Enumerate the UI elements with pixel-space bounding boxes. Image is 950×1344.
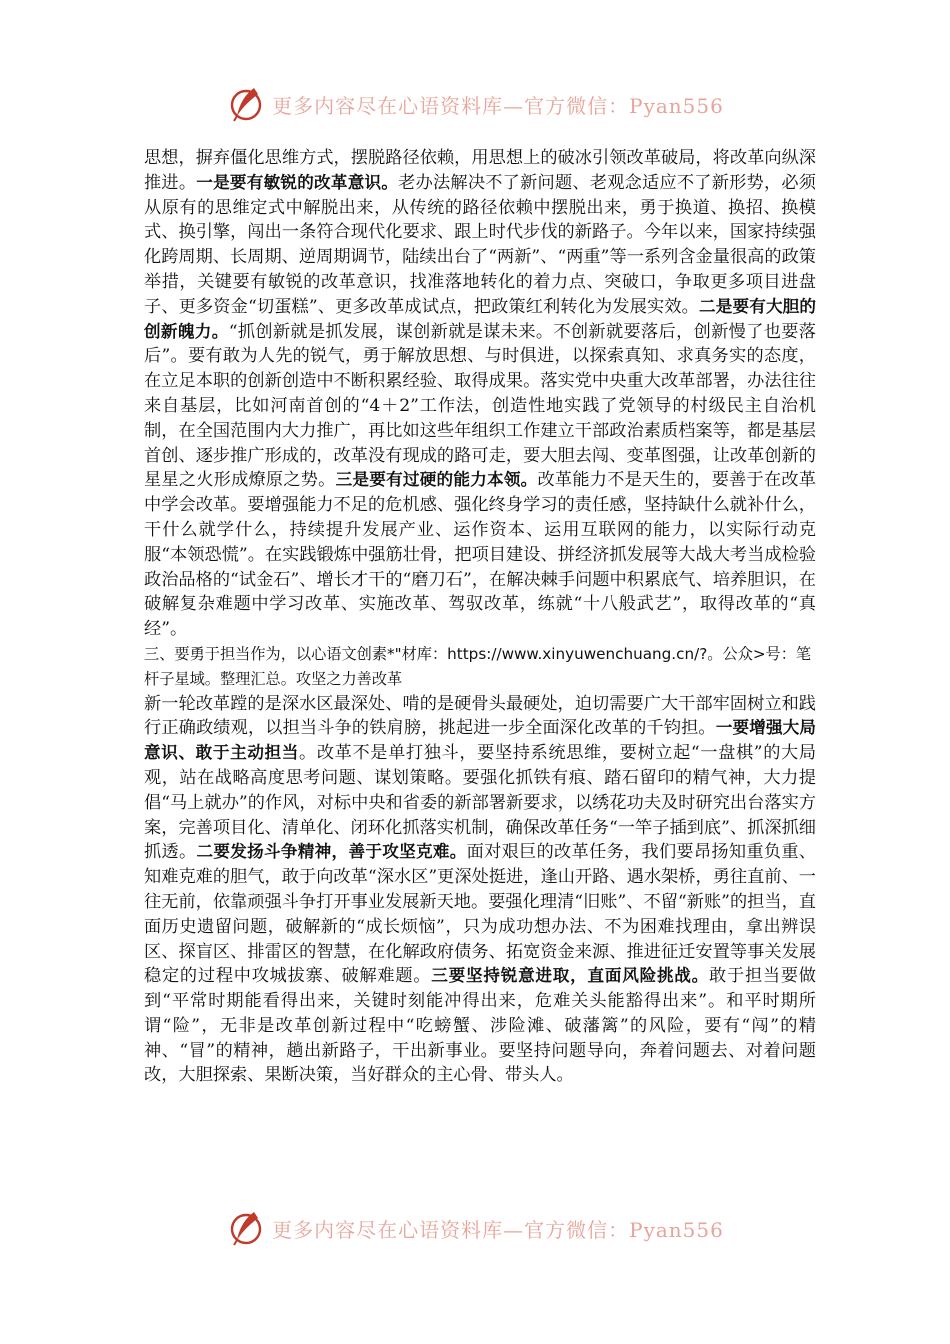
watermark-text: 更多内容尽在心语资料库—官方微信：Pyan556 [272,93,724,118]
feather-quill-circle-icon [226,84,266,124]
feather-quill-circle-icon [226,1208,266,1248]
footer-watermark-banner [0,1206,950,1250]
bold-point-3: 三要坚持锐意进取，直面风险挑战。 [431,966,710,986]
bold-point-1: 一要增强大局意识、敢于主动担当 [144,718,817,763]
header-watermark-banner [0,82,950,126]
text-segment: 新一轮改革蹚的是深水区最深处、啃的是硬骨头最硬处，迫切需要广大干部牢固树立和践行正确政绩观，以担当斗争的铁肩膀，挑起进一步全面深化改革的千钧担。 [144,693,816,739]
text-segment: 面对艰巨的改革任务，我们要昂扬知重负重、知难克难的胆气，敢于向改革“深水区”更深处挺进，逢山开路、遇水架桥，勇往直前、一往无前，依靠顽强斗争打开事业发展新天地。要强化理清“旧账”、不留“新账”的担当，直面历史遗留问题，破解新的“成长烦恼”，只为成功想办法、不为困难找理由，拿出辨误区、探盲区、排雷区的智慧，在化解政府债务、拓宽资金来源、推进征迁安置等事关发展稳定的过程中攻城拔寨、破解难题。 [144,842,816,987]
bold-point-1: 一是要有敏锐的改革意识。 [196,172,399,192]
paragraph-responsibility [144,692,816,1089]
bold-point-3: 三是要有过硬的能力本领。 [335,470,538,490]
bold-point-2: 二是要有大胆的创新魄力。 [144,296,817,341]
document-body [144,146,816,1088]
text-segment: 改革能力不是天生的，要善于在改革中学会改革。要增强能力不足的危机感、强化终身学习的责任感，坚持缺什么就补什么，干什么就学什么，持续提升发展产业、运作资本、运用互联网的能力，以实际行动克服“本领恐慌”。在实践锻炼中强筋壮骨，把项目建设、拼经济抓发展等大战大考当成检验政治品格的“试金石”、增长才干的“磨刀石”，在解决棘手问题中积累底气、培养胆识，在破解复杂难题中学习改革、实施改革、驾驭改革，练就“十八般武艺”，取得改革的“真经”。 [144,470,816,640]
text-segment: 敢于担当要做到“平常时期能看得出来，关键时刻能冲得出来，危难关头能豁得出来”。和平时期所谓“险”，无非是改革创新过程中“吃螃蟹、涉险滩、破藩篱”的风险，要有“闯”的精神、“冒”的精神，趟出新路子，干出新事业。要坚持问题导向，奔着问题去、对着问题改，大胆探索、果断决策，当好群众的主心骨、带头人。 [144,966,816,1086]
text-segment: 。改革不是单打独斗，要坚持系统思维，要树立起“一盘棋”的大局观，站在战略高度思考问题、谋划策略。要强化抓铁有痕、踏石留印的精气神，大力提倡“马上就办”的作风，对标中央和省委的新部署新要求，以绣花功夫及时研究出台落实方案，完善项目化、清单化、闭环化抓落实机制，确保改革任务“一竿子插到底”、抓深抓细抓透。 [144,743,817,863]
watermark-text: 更多内容尽在心语资料库—官方微信：Pyan556 [272,1217,724,1242]
bold-point-2: 二要发扬斗争精神，善于攻坚克难。 [196,842,467,862]
text-segment: “抓创新就是抓发展，谋创新就是谋未来。不创新就要落后，创新慢了也要落后”。要有敢为人先的锐气，勇于解放思想、与时俱进，以探索真知、求真务实的态度，在立足本职的创新创造中不断积累经验、取得成果。落实党中央重大改革部署，办法往往来自基层，比如河南首创的“4＋2”工作法，创造性地实践了党领导的村级民主自治机制，在全国范围内大力推广，再比如这些年组织工作建立干部政治素质档案等，都是基层首创、逐步推广形成的，改革没有现成的路可走，要大胆去闯、变革图强，让改革创新的星星之火形成燎原之势。 [144,321,816,491]
section-heading: 三、要勇于担当作为，以心语文创素*"材库：https://www.xinyuwenchuang.cn/?。公众>号：笔杆子星域。整理汇总。攻坚之力善改革 [144,644,812,688]
text-segment: 老办法解决不了新问题、老观念适应不了新形势，必须从原有的思维定式中解脱出来，从传统的路径依赖中摆脱出来，勇于换道、换招、换模式、换引擎，闯出一条符合现代化要求、跟上时代步伐的新路子。今年以来，国家持续强化跨周期、长周期、逆周期调节，陆续出台了“两新”、“两重”等一系列含金量很高的政策举措，关键要有敏锐的改革意识，找准落地转化的着力点、突破口，争取更多项目进盘子、更多资金“切蛋糕”、更多改革成试点，把政策红利转化为发展实效。 [144,172,816,317]
text-segment: 思想，摒弃僵化思维方式，摆脱路径依赖，用思想上的破冰引领改革破局，将改革向纵深推进。 [144,148,816,193]
paragraph-reform-consciousness [144,146,816,642]
